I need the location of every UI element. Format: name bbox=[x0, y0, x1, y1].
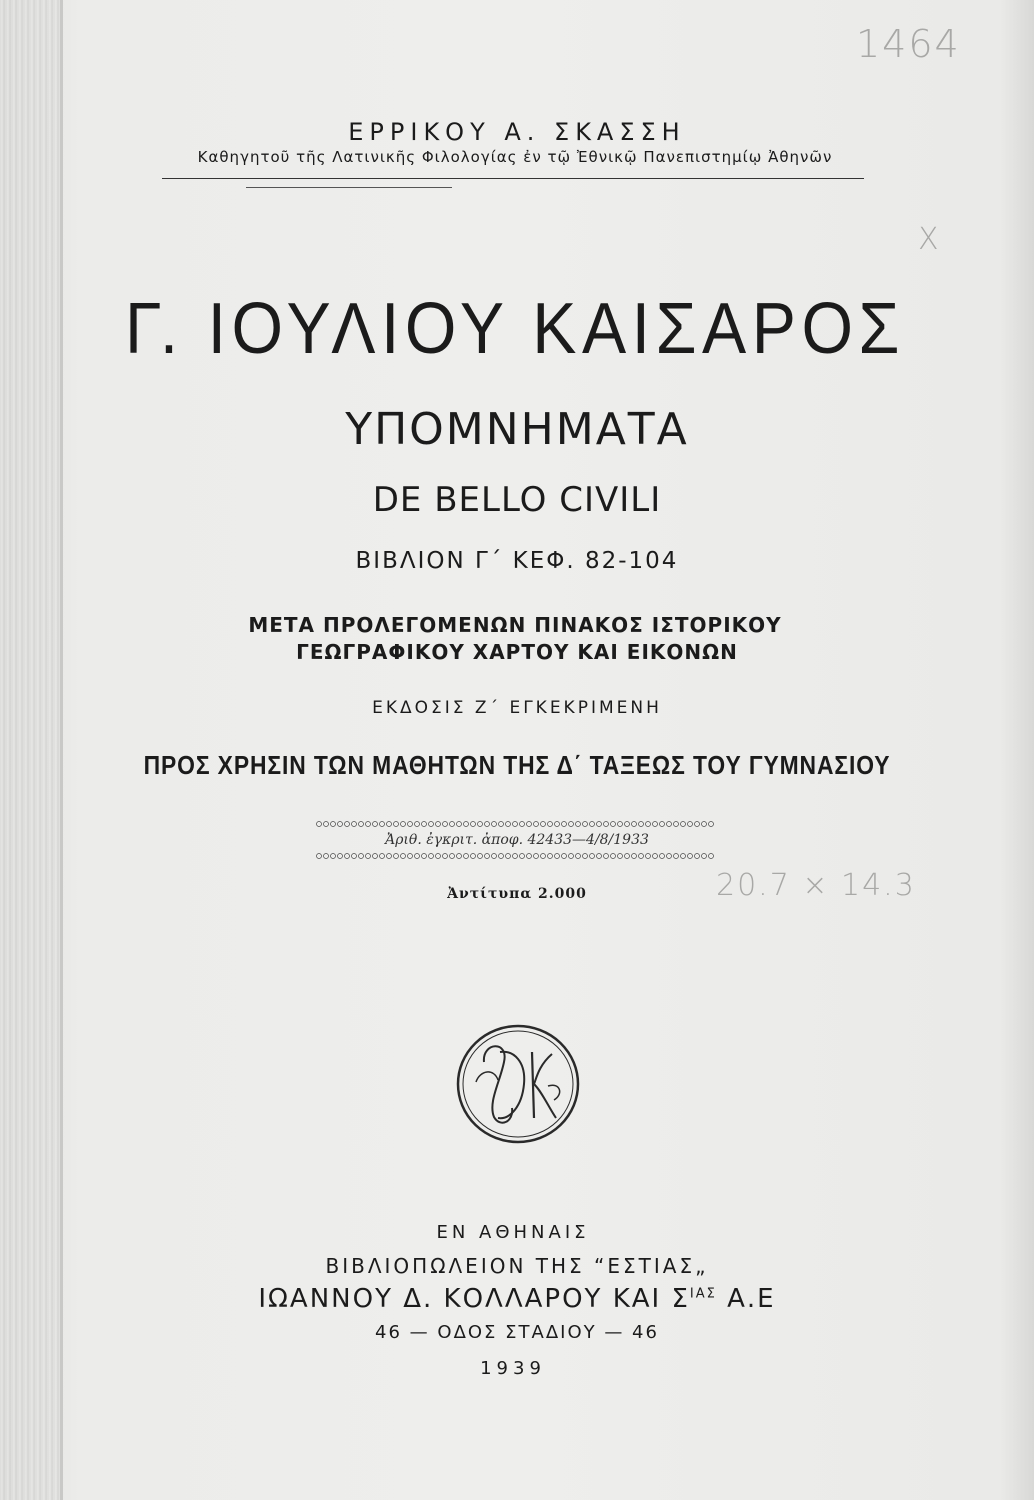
contents-line-2: ΓΕΩΓΡΑΦΙΚΟΥ ΧΑΡΤΟΥ ΚΑΙ ΕΙΚΟΝΩΝ bbox=[296, 640, 738, 664]
publisher-owner-suffix: Α.Ε bbox=[716, 1284, 776, 1314]
publisher-owner-name: ΙΩΑΝΝΟΥ Δ. ΚΟΛΛΑΡΟΥ ΚΑΙ Σ bbox=[258, 1284, 690, 1314]
latin-title: DE BELLO CIVILI bbox=[372, 480, 662, 520]
approval-rule-bottom bbox=[316, 852, 714, 860]
publication-year: 1939 bbox=[480, 1358, 546, 1379]
subtitle: ΥΠΟΜΝΗΜΑΤΑ bbox=[345, 404, 689, 455]
catalog-number-note: 1464 bbox=[856, 22, 961, 66]
author-rule-bottom bbox=[246, 187, 452, 188]
dimensions-note: 20.7 × 14.3 bbox=[716, 868, 916, 903]
publisher-address: 46 — ΟΔΟΣ ΣΤΑΔΙΟΥ — 46 bbox=[375, 1322, 659, 1343]
book-chapters: ΒΙΒΛΙΟΝ Γ΄ ΚΕΦ. 82-104 bbox=[355, 548, 679, 574]
approval-rule-top bbox=[316, 820, 714, 828]
main-title: Γ. ΙΟΥΛΙΟΥ ΚΑΙΣΑΡΟΣ bbox=[125, 289, 905, 369]
publisher-monogram-logo bbox=[454, 1022, 582, 1146]
publisher-city: ΕΝ ΑΘΗΝΑΙΣ bbox=[436, 1222, 590, 1243]
x-mark-note: X bbox=[918, 222, 941, 257]
author-name: ΕΡΡΙΚΟΥ Α. ΣΚΑΣΣΗ bbox=[348, 118, 686, 146]
purpose-line: ΠΡΟΣ ΧΡΗΣΙΝ ΤΩΝ ΜΑΘΗΤΩΝ ΤΗΣ Δ΄ ΤΑΞΕΩΣ ΤΟΥ ΓΥΜΝΑΣΙΟΥ bbox=[143, 750, 891, 780]
author-rule-top bbox=[162, 178, 864, 179]
contents-line-1: ΜΕΤΑ ΠΡΟΛΕΓΟΜΕΝΩΝ ΠΙΝΑΚΟΣ ΙΣΤΟΡΙΚΟΥ bbox=[248, 613, 782, 637]
copies-line: Ἀντίτυπα 2.000 bbox=[447, 886, 587, 902]
publisher-store: ΒΙΒΛΙΟΠΩΛΕΙΟΝ ΤΗΣ “ΕΣΤΙΑΣ„ bbox=[325, 1254, 709, 1278]
edition-line: ΕΚΔΟΣΙΣ Ζ΄ ΕΓΚΕΚΡΙΜΕΝΗ bbox=[372, 698, 662, 718]
publisher-owner-superscript: ΙΑΣ bbox=[689, 1286, 717, 1302]
author-affiliation: Καθηγητοῦ τῆς Λατινικῆς Φιλολογίας ἐν τῷ Ἐθνικῷ Πανεπιστημίῳ Ἀθηνῶν bbox=[197, 148, 833, 166]
publisher-owner bbox=[0, 1284, 1034, 1314]
approval-line: Ἀριθ. ἐγκριτ. ἀποφ. 42433—4/8/1933 bbox=[385, 832, 649, 848]
